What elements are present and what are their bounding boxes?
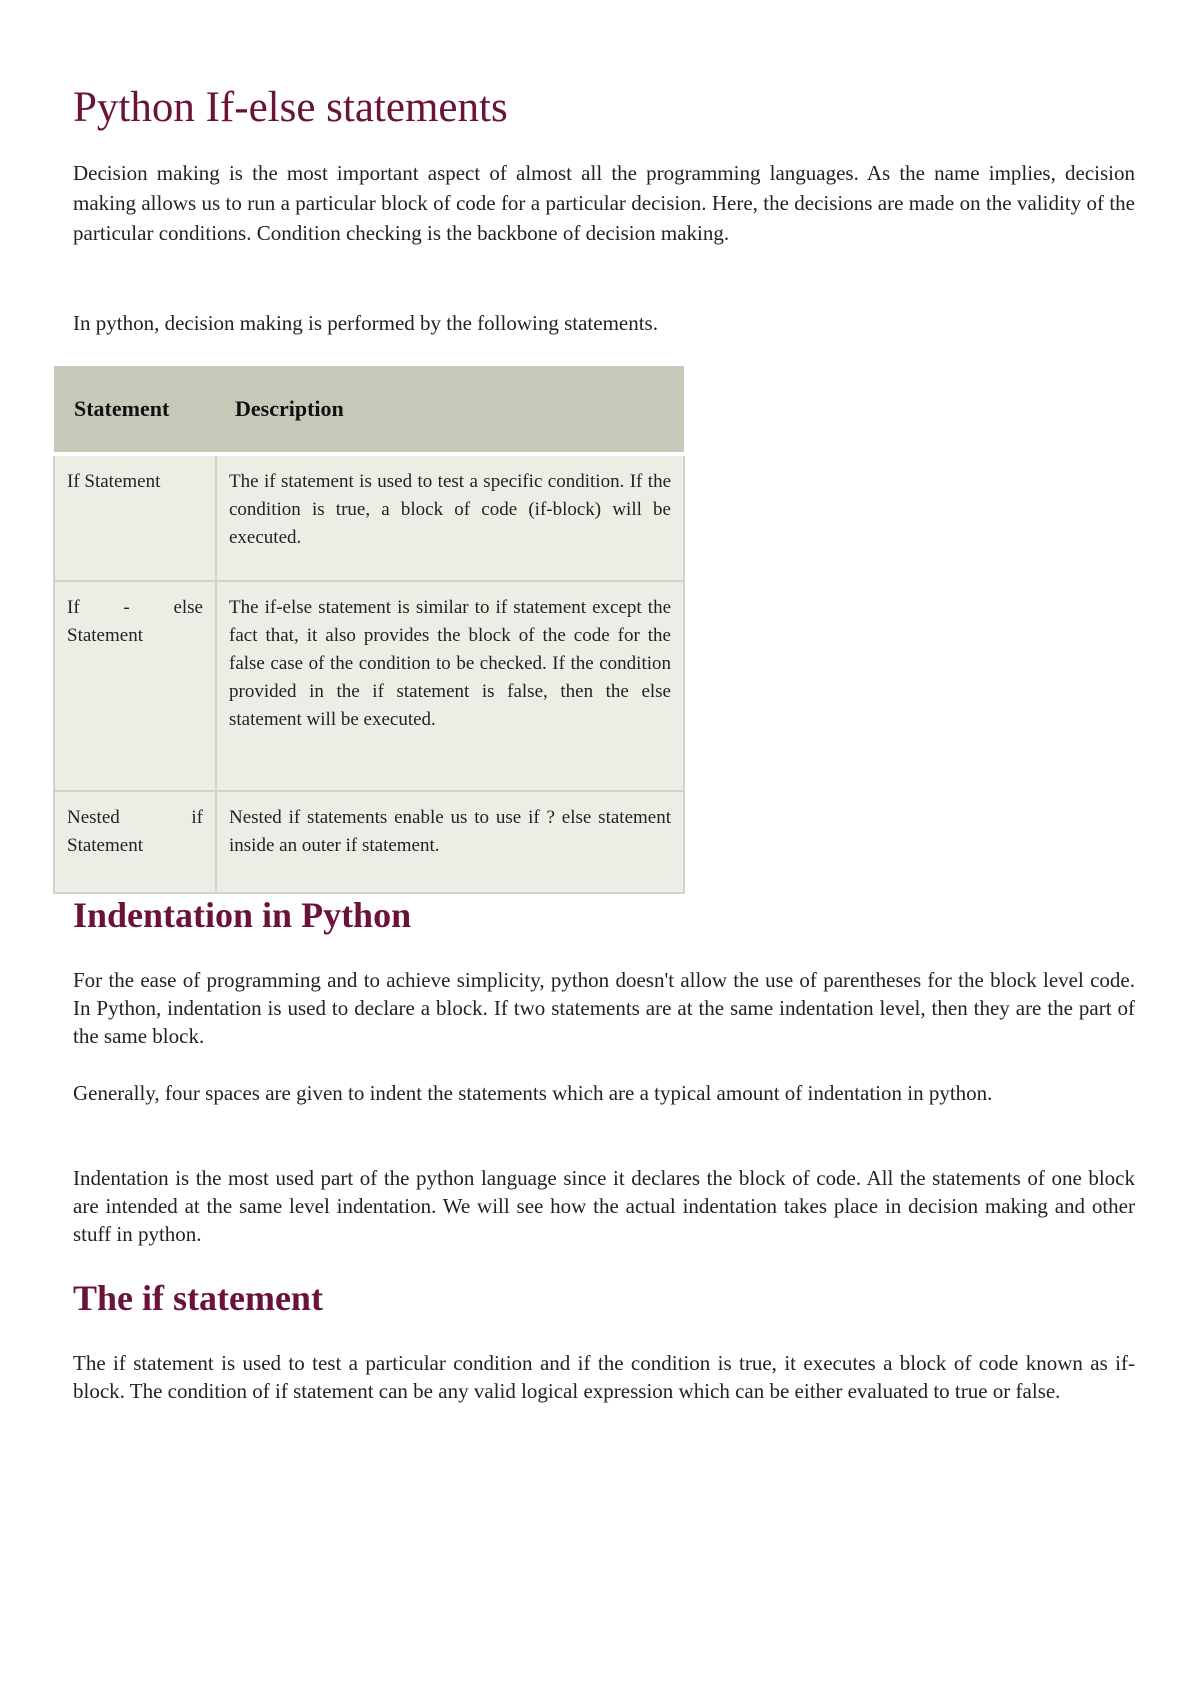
table-row — [54, 454, 684, 581]
table-header-description: Description — [216, 366, 684, 454]
indentation-paragraph-1: For the ease of programming and to achieve simplicity, python doesn't allow the use of parentheses for the block level code. In Python, indentation is used to declare a block. If two statements are at the same indentation level, then they are the part of the same block. — [73, 968, 1135, 1048]
statements-table — [53, 366, 685, 894]
intro-paragraph-2: In python, decision making is performed by the following statements. — [73, 311, 658, 335]
table-row — [54, 581, 684, 791]
if-statement-paragraph: The if statement is used to test a particular condition and if the condition is true, it executes a block of code known as if-block. The condition of if statement can be any valid logical expression which can be either evaluated to true or false. — [73, 1351, 1135, 1403]
table-row — [54, 791, 684, 893]
section-heading-indentation: Indentation in Python — [73, 895, 412, 935]
table-cell-statement: If - else Statement — [54, 581, 216, 791]
indentation-paragraph-2: Generally, four spaces are given to indent the statements which are a typical amount of indentation in python. — [73, 1081, 993, 1105]
page-title: Python If-else statements — [73, 84, 508, 131]
table-cell-statement: Nested if Statement — [54, 791, 216, 893]
table-header-row — [54, 366, 684, 454]
table-header-statement: Statement — [54, 366, 216, 454]
table-cell-description: Nested if statements enable us to use if ? else statement inside an outer if statement. — [216, 791, 684, 893]
indentation-paragraph-3: Indentation is the most used part of the python language since it declares the block of code. All the statements of one block are intended at the same level indentation. We will see how the actual indentation takes place in decision making and other stuff in python. — [73, 1166, 1135, 1246]
table-cell-statement: If Statement — [54, 454, 216, 581]
intro-paragraph-1: Decision making is the most important aspect of almost all the programming languages. As the name implies, decision making allows us to run a particular block of code for a particular decision. Here, the decisions are made on the validity of the particular conditions. Condition checking is the backbone of decision making. — [73, 161, 1135, 245]
table-cell-description: The if statement is used to test a specific condition. If the condition is true, a block of code (if-block) will be executed. — [216, 454, 684, 581]
section-heading-if-statement: The if statement — [73, 1278, 323, 1318]
table-cell-description: The if-else statement is similar to if statement except the fact that, it also provides the block of the code for the false case of the condition to be checked. If the condition provided in the if statement is false, then the else statement will be executed. — [216, 581, 684, 791]
